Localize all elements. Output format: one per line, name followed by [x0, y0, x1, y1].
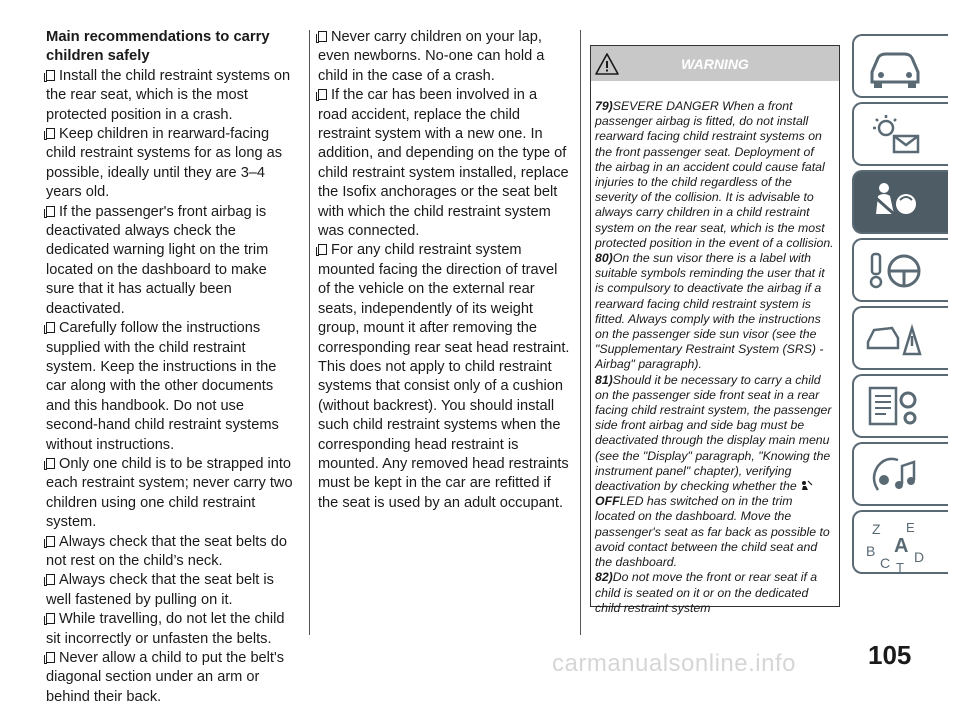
- bullet-box-icon: [318, 31, 327, 42]
- warning-note: 79)SEVERE DANGER When a front passenger airbag is fitted, do not install rearward facing child restraint systems on the front passenger seat. Deployment of the airbag in an accident could cause fatal injuries to the child regardless of the severity of the collision. It is advisable to always carry children in a child restraint system on the rear seat, which is the most protected position in the event of a collision.: [595, 99, 834, 250]
- bullet-box-icon: [46, 613, 55, 624]
- warning-box: [590, 45, 840, 615]
- index-letter: D: [914, 549, 925, 565]
- tab-emergency[interactable]: [852, 306, 948, 370]
- tab-car[interactable]: [852, 34, 948, 98]
- bullet-box-icon: [46, 574, 55, 585]
- key-steering-wheel-icon: [864, 246, 924, 296]
- tab-index[interactable]: [852, 510, 948, 574]
- bullet-box-icon: [318, 244, 327, 255]
- bullet-box-icon: [318, 89, 327, 100]
- list-item: For any child restraint system mounted facing the direction of travel of the vehicle on the external rear seats, independently of its weight group, mount it after removing the corresponding rear seat head restraint. This does not apply to child restraint systems that consist only of a cushion (without backrest). You should install such child restraint systems when the corresponding head restraint is mounted. Any removed head restraints must be kept in the car are refitted if the seat is used by an adult occupant.: [318, 242, 570, 511]
- column-divider: [309, 30, 310, 635]
- index-letter: E: [906, 520, 915, 535]
- bullet-box-icon: [46, 322, 55, 333]
- bullet-box-icon: [46, 206, 55, 217]
- index-letter: T: [896, 560, 904, 574]
- car-icon: [864, 42, 924, 92]
- list-item: Install the child restraint systems on the rear seat, which is the most protected position in a crash.: [46, 67, 291, 123]
- chapter-tabs: [852, 34, 942, 634]
- list-item: If the car has been involved in a road accident, replace the child restraint system with a new one. In addition, and depending on the type of child restraint system installed, replace the Isofix anchorages or the seat belt with which the child restraint system was connected.: [318, 87, 569, 240]
- airbag-off-icon: [800, 480, 813, 492]
- watermark: carmanualsonline.info: [552, 650, 796, 677]
- index-letter: A: [894, 535, 909, 557]
- warning-note: 81)Should it be necessary to carry a child on the passenger side front seat in a rear facing child restraint system, the passenger side front airbag and side bag must be deactivated through the display main menu (see the "Display" paragraph, "Knowing the instrument panel" chapter), verifying deactivation by checking whether the OFFLED has switched on in the trim located on the dashboard. Move the passenger's seat as far back as possible to avoid contact between the child seat and the dashboard.: [595, 372, 832, 570]
- column-divider: [580, 30, 581, 635]
- alphabet-index-icon: [864, 518, 934, 574]
- bullet-box-icon: [46, 70, 55, 81]
- car-breakdown-icon: [864, 314, 924, 364]
- section-heading: Main recommendations to carry children safely: [46, 29, 270, 65]
- bullet-box-icon: [46, 128, 55, 139]
- seatbelt-airbag-icon: [864, 178, 924, 228]
- bullet-box-icon: [46, 536, 55, 547]
- warning-body: [591, 81, 839, 616]
- index-letter: C: [880, 555, 891, 571]
- list-item: Always check that the seat belt is well fastened by pulling on it.: [46, 572, 274, 608]
- warning-note: 82)Do not move the front or rear seat if a child is seated on it or on the dedicated child restraint system: [595, 570, 818, 615]
- tab-dashboard-lights[interactable]: [852, 102, 948, 166]
- tab-maintenance[interactable]: [852, 374, 948, 438]
- tab-starting-driving[interactable]: [852, 238, 948, 302]
- index-letter: Z: [872, 521, 881, 537]
- list-item: While travelling, do not let the child sit incorrectly or unfasten the belts.: [46, 611, 285, 647]
- tab-multimedia[interactable]: [852, 442, 948, 506]
- bullet-box-icon: [46, 652, 55, 663]
- index-letter: B: [866, 543, 876, 559]
- list-item: Always check that the seat belts do not rest on the child’s neck.: [46, 533, 287, 569]
- multimedia-icon: [864, 450, 924, 500]
- warning-header: [591, 46, 839, 81]
- list-item: If the passenger's front airbag is deactivated always check the dedicated warning light on the trim located on the dashboard to make sure that it has actually been deactivated.: [46, 203, 269, 317]
- list-item: Carefully follow the instructions supplied with the child restraint system. Keep the instructions in the car along with the other documents and this handbook. Do not use second-hand child restraint systems without instructions.: [46, 320, 279, 453]
- list-item: Never allow a child to put the belt's diagonal section under an arm or behind their back.: [46, 650, 285, 705]
- left-column: [46, 28, 298, 707]
- warning-title: WARNING: [681, 56, 749, 72]
- warning-note: 80)On the sun visor there is a label with suitable symbols reminding the user that it is compulsory to deactivate the airbag if a rearward facing child restraint system is fitted. Always comply with the instructions on the passenger side sun visor (see the "Supplementary Restraint System (SRS) - Airbag" paragraph).: [595, 251, 825, 372]
- dashboard-lights-icon: [864, 110, 924, 160]
- service-gears-icon: [864, 382, 924, 432]
- middle-column: [318, 28, 570, 513]
- bullet-box-icon: [46, 458, 55, 469]
- list-item: Never carry children on your lap, even newborns. No-one can hold a child in the case of a crash.: [318, 29, 545, 84]
- page-number: 105: [868, 640, 912, 670]
- tab-safety[interactable]: [852, 170, 948, 234]
- list-item: Keep children in rearward-facing child restraint systems for as long as possible, ideally until they are 3–4 years old.: [46, 126, 283, 201]
- list-item: Only one child is to be strapped into each restraint system; never carry two children using one child restraint system.: [46, 455, 293, 531]
